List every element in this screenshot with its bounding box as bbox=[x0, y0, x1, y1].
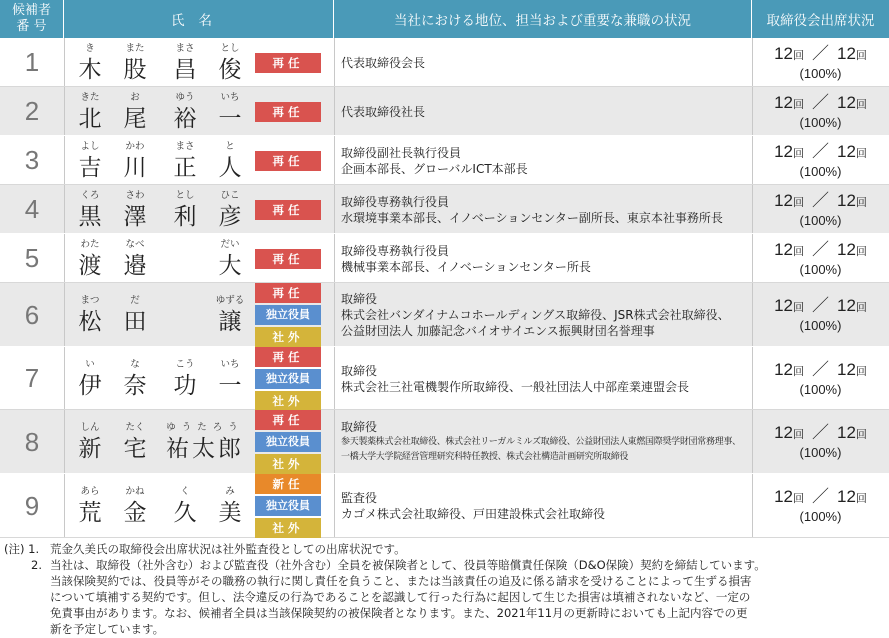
name-character bbox=[210, 189, 250, 231]
name-character bbox=[210, 238, 250, 280]
attendance-separator: ／ bbox=[812, 296, 829, 315]
reappoint-badge: 再任 bbox=[255, 410, 321, 430]
name-kanji: 吉 bbox=[78, 155, 102, 181]
name-ruby: ゆうたろう bbox=[166, 422, 244, 433]
notes bbox=[4, 541, 886, 637]
reappoint-badge: 再任 bbox=[255, 249, 321, 269]
name-character bbox=[210, 485, 250, 527]
name-character bbox=[115, 189, 155, 231]
note-2-line: 新を予定しています。 bbox=[50, 622, 165, 636]
column-separator bbox=[334, 38, 335, 87]
name-ruby: き bbox=[85, 43, 95, 54]
outside-badge: 社外 bbox=[255, 391, 321, 411]
candidate-name bbox=[70, 474, 250, 538]
outside-badge: 社外 bbox=[255, 518, 321, 538]
note-1-text: 荒金久美氏の取締役会出席状況は社外監査役としての出席状況です。 bbox=[50, 542, 406, 556]
name-kanji: 大 bbox=[218, 253, 242, 279]
position-text bbox=[341, 283, 749, 347]
independent-badge: 独立役員 bbox=[255, 305, 321, 325]
table-row bbox=[0, 38, 889, 87]
position-line: カゴメ株式会社取締役、戸田建設株式会社取締役 bbox=[341, 507, 606, 521]
position-line: 取締役 bbox=[341, 420, 378, 434]
name-kanji: 新 bbox=[78, 436, 102, 462]
name-character bbox=[70, 485, 110, 527]
attendance-unit: 回 bbox=[855, 302, 867, 314]
name-character bbox=[115, 294, 155, 336]
attendance-unit: 回 bbox=[855, 98, 867, 111]
position-line: 取締役 bbox=[341, 292, 378, 306]
name-character bbox=[70, 421, 110, 463]
position-line: 機械事業本部長、イノベーションセンター所長 bbox=[341, 259, 591, 274]
table-row bbox=[0, 474, 889, 538]
position-text bbox=[341, 38, 749, 87]
name-kanji: 祐太郎 bbox=[166, 436, 244, 462]
reappoint-badge: 再任 bbox=[255, 102, 321, 122]
independent-badge: 独立役員 bbox=[255, 496, 321, 516]
name-kanji: 木 bbox=[78, 57, 102, 83]
name-kanji: 美 bbox=[218, 500, 242, 526]
column-separator bbox=[334, 185, 335, 234]
position-line: 取締役 bbox=[341, 363, 378, 378]
status-badges bbox=[255, 410, 321, 474]
candidate-name bbox=[70, 234, 250, 283]
attendance-count bbox=[774, 240, 867, 262]
name-kanji: 彦 bbox=[218, 204, 242, 230]
name-character bbox=[210, 358, 250, 400]
position-line: 企画本部長、グローバルICT本部長 bbox=[341, 161, 528, 176]
attendance-separator: ／ bbox=[812, 359, 829, 379]
attendance-percent: (100%) bbox=[799, 445, 842, 460]
attendance-count bbox=[774, 487, 867, 509]
name-kanji: 正 bbox=[173, 155, 197, 181]
attendance-count bbox=[774, 142, 867, 164]
column-separator bbox=[64, 283, 65, 347]
column-separator bbox=[64, 136, 65, 185]
position-line: 取締役専務執行役員 bbox=[341, 194, 450, 209]
candidate-name bbox=[70, 87, 250, 136]
name-kanji: 俊 bbox=[218, 57, 242, 83]
header-name: 氏名 bbox=[64, 0, 334, 38]
name-ruby: しん bbox=[80, 422, 100, 433]
name-ruby bbox=[165, 238, 205, 252]
attendance bbox=[752, 410, 889, 474]
candidate-name bbox=[70, 136, 250, 185]
name-ruby: いち bbox=[220, 92, 240, 103]
position-line: 取締役副社長執行役員 bbox=[341, 145, 462, 160]
column-separator bbox=[334, 410, 335, 474]
name-ruby: さわ bbox=[125, 190, 145, 201]
name-character bbox=[115, 358, 155, 400]
name-ruby: わた bbox=[80, 239, 100, 250]
table-row bbox=[0, 87, 889, 136]
attendance-separator: ／ bbox=[812, 487, 829, 506]
name-kanji: 松 bbox=[78, 309, 102, 335]
position-line: 参天製薬株式会社取締役、株式会社リーガルミルズ取締役、公益財団法人東燃国際奨学財団常務理事、 bbox=[341, 437, 741, 447]
attendance-percent: (100%) bbox=[799, 212, 842, 228]
name-character bbox=[70, 140, 110, 182]
column-separator bbox=[64, 410, 65, 474]
attendance-attended: 12 bbox=[774, 423, 793, 442]
column-separator bbox=[64, 185, 65, 234]
name-kanji: 昌 bbox=[173, 57, 197, 83]
position-text bbox=[341, 474, 749, 538]
candidate-number: 7 bbox=[24, 363, 40, 393]
name-kanji: 股 bbox=[123, 57, 147, 83]
column-separator bbox=[334, 474, 335, 538]
column-separator bbox=[64, 38, 65, 87]
attendance-unit: 回 bbox=[855, 493, 867, 505]
note-1-prefix: (注) 1. bbox=[4, 542, 40, 556]
name-character bbox=[115, 91, 155, 133]
name-kanji: 一 bbox=[218, 373, 242, 399]
reappoint-badge: 再任 bbox=[255, 200, 321, 220]
independent-badge: 独立役員 bbox=[255, 432, 321, 452]
attendance-separator: ／ bbox=[812, 141, 829, 161]
note-2-line: 当社は、取締役（社外含む）および監査役（社外含む）全員を被保険者として、役員等賠償責任保険（D&O保険）契約を締結しています。 bbox=[50, 558, 766, 572]
attendance-attended: 12 bbox=[774, 43, 793, 63]
note-2-prefix: 2. bbox=[31, 558, 42, 572]
attendance-total: 12 bbox=[837, 423, 856, 442]
name-ruby: お bbox=[130, 92, 140, 103]
attendance-percent: (100%) bbox=[799, 65, 842, 81]
name-character bbox=[210, 140, 250, 182]
reappoint-badge: 再任 bbox=[255, 283, 321, 303]
table-row bbox=[0, 347, 889, 410]
attendance-percent: (100%) bbox=[799, 261, 842, 277]
name-ruby: こう bbox=[175, 359, 195, 370]
attendance-count bbox=[774, 44, 867, 66]
status-badges bbox=[255, 185, 321, 234]
name-ruby: だ bbox=[130, 295, 140, 306]
header-attendance: 取締役会出席状況 bbox=[752, 0, 889, 38]
attendance-total: 12 bbox=[837, 239, 856, 259]
name-character bbox=[70, 358, 110, 400]
attendance bbox=[752, 347, 889, 410]
name-ruby: かね bbox=[125, 486, 145, 497]
name-character bbox=[210, 42, 250, 84]
name-character bbox=[70, 238, 110, 280]
attendance-percent: (100%) bbox=[799, 318, 842, 333]
position-text bbox=[341, 234, 749, 283]
name-ruby: く bbox=[180, 486, 190, 497]
attendance-unit: 回 bbox=[793, 245, 804, 258]
candidate-name bbox=[70, 410, 250, 474]
attendance-separator: ／ bbox=[812, 92, 829, 112]
name-character bbox=[165, 485, 205, 527]
reappoint-badge: 再任 bbox=[255, 53, 321, 73]
attendance-separator: ／ bbox=[812, 423, 829, 442]
column-separator bbox=[334, 87, 335, 136]
attendance-unit: 回 bbox=[793, 196, 804, 209]
attendance-count bbox=[774, 191, 867, 213]
position-line: 一橋大学大学院経営管理研究科特任教授、株式会社構造計画研究所取締役 bbox=[341, 452, 629, 462]
name-character bbox=[70, 189, 110, 231]
name-ruby: たく bbox=[125, 422, 145, 433]
name-character bbox=[160, 421, 250, 463]
attendance-attended: 12 bbox=[774, 190, 793, 210]
status-badges bbox=[255, 87, 321, 136]
attendance-unit: 回 bbox=[793, 98, 804, 111]
name-character bbox=[165, 358, 205, 400]
independent-badge: 独立役員 bbox=[255, 369, 321, 389]
attendance-percent: (100%) bbox=[799, 381, 842, 397]
column-separator bbox=[64, 87, 65, 136]
position-text bbox=[341, 410, 749, 474]
attendance-count bbox=[774, 296, 867, 318]
column-separator bbox=[334, 283, 335, 347]
status-badges bbox=[255, 474, 321, 538]
new-badge: 新任 bbox=[255, 474, 321, 494]
attendance-separator: ／ bbox=[812, 239, 829, 259]
status-badges bbox=[255, 234, 321, 283]
attendance-count bbox=[774, 360, 867, 382]
attendance-attended: 12 bbox=[774, 239, 793, 259]
column-separator bbox=[64, 347, 65, 410]
position-line: 公益財団法人 加藤記念バイオサイエンス振興財団名誉理事 bbox=[341, 324, 655, 338]
name-kanji: 伊 bbox=[78, 373, 102, 399]
name-kanji: 利 bbox=[173, 204, 197, 230]
candidate-number: 1 bbox=[24, 47, 40, 77]
attendance-total: 12 bbox=[837, 141, 856, 161]
name-ruby: あら bbox=[80, 486, 100, 497]
attendance bbox=[752, 474, 889, 538]
column-separator bbox=[334, 136, 335, 185]
reappoint-badge: 再任 bbox=[255, 347, 321, 367]
header-position: 当社における地位、担当および重要な兼職の状況 bbox=[334, 0, 752, 38]
attendance bbox=[752, 87, 889, 136]
header-no-line2: 番 号 bbox=[16, 19, 47, 34]
candidate-number: 9 bbox=[24, 490, 40, 521]
name-kanji: 渡 bbox=[78, 253, 102, 279]
name-character bbox=[70, 91, 110, 133]
outside-badge: 社外 bbox=[255, 454, 321, 474]
attendance-unit: 回 bbox=[855, 245, 867, 258]
column-separator bbox=[334, 234, 335, 283]
table-row bbox=[0, 410, 889, 474]
name-ruby: い bbox=[85, 359, 95, 370]
attendance-total: 12 bbox=[837, 487, 856, 506]
position-line: 監査役 bbox=[341, 491, 378, 505]
attendance-separator: ／ bbox=[812, 43, 829, 63]
candidate-number: 5 bbox=[24, 243, 40, 273]
candidate-name bbox=[70, 38, 250, 87]
position-text bbox=[341, 87, 749, 136]
table-row bbox=[0, 234, 889, 283]
name-ruby: よし bbox=[80, 141, 100, 152]
position-line: 代表取締役社長 bbox=[341, 104, 426, 119]
name-ruby: いち bbox=[220, 359, 240, 370]
position-line: 取締役専務執行役員 bbox=[341, 243, 450, 258]
name-character bbox=[165, 42, 205, 84]
attendance-attended: 12 bbox=[774, 359, 793, 379]
name-character bbox=[115, 485, 155, 527]
name-kanji: 久 bbox=[173, 500, 197, 526]
attendance-unit: 回 bbox=[793, 365, 804, 378]
attendance bbox=[752, 234, 889, 283]
name-character bbox=[165, 294, 205, 308]
name-ruby: とし bbox=[175, 190, 195, 201]
header-no-line1: 候補者 bbox=[11, 3, 51, 18]
name-character bbox=[115, 238, 155, 280]
attendance-separator: ／ bbox=[812, 190, 829, 210]
name-character bbox=[115, 42, 155, 84]
attendance-unit: 回 bbox=[793, 429, 804, 441]
attendance-count bbox=[774, 423, 867, 445]
name-ruby: な bbox=[130, 359, 140, 370]
column-separator bbox=[64, 474, 65, 538]
attendance-unit: 回 bbox=[855, 196, 867, 209]
name-kanji: 邉 bbox=[123, 253, 147, 279]
attendance-unit: 回 bbox=[855, 147, 867, 160]
status-badges bbox=[255, 283, 321, 347]
name-character bbox=[70, 42, 110, 84]
name-ruby: きた bbox=[80, 92, 100, 103]
attendance bbox=[752, 283, 889, 347]
name-ruby: くろ bbox=[80, 190, 100, 201]
table-row bbox=[0, 136, 889, 185]
name-character bbox=[210, 294, 250, 336]
candidate-name bbox=[70, 283, 250, 347]
attendance-unit: 回 bbox=[855, 49, 867, 62]
name-ruby bbox=[165, 294, 205, 308]
attendance-attended: 12 bbox=[774, 296, 793, 315]
name-ruby: だい bbox=[220, 239, 240, 250]
attendance-total: 12 bbox=[837, 43, 856, 63]
note-2 bbox=[4, 557, 886, 637]
attendance bbox=[752, 38, 889, 87]
attendance-total: 12 bbox=[837, 296, 856, 315]
name-ruby: ゆずる bbox=[215, 295, 245, 306]
name-ruby: ひこ bbox=[220, 190, 240, 201]
name-character bbox=[165, 140, 205, 182]
name-kanji: 裕 bbox=[173, 106, 197, 132]
position-text bbox=[341, 136, 749, 185]
attendance-unit: 回 bbox=[855, 365, 867, 378]
attendance bbox=[752, 136, 889, 185]
attendance-total: 12 bbox=[837, 359, 856, 379]
name-kanji: 宅 bbox=[123, 436, 147, 462]
name-ruby: み bbox=[225, 486, 235, 497]
candidate-number: 8 bbox=[24, 426, 40, 457]
attendance-unit: 回 bbox=[793, 49, 804, 62]
name-kanji: 金 bbox=[123, 500, 147, 526]
name-kanji: 譲 bbox=[218, 309, 242, 335]
column-separator bbox=[334, 347, 335, 410]
note-2-text bbox=[50, 557, 886, 637]
column-separator bbox=[64, 234, 65, 283]
name-kanji: 奈 bbox=[123, 373, 147, 399]
attendance-percent: (100%) bbox=[799, 163, 842, 179]
note-1 bbox=[4, 541, 886, 557]
name-kanji: 尾 bbox=[123, 106, 147, 132]
name-kanji: 荒 bbox=[78, 500, 102, 526]
position-text bbox=[341, 347, 749, 410]
name-ruby: まさ bbox=[175, 141, 195, 152]
name-ruby: なべ bbox=[125, 239, 145, 250]
attendance-unit: 回 bbox=[793, 302, 804, 314]
name-ruby: とし bbox=[220, 43, 240, 54]
attendance-unit: 回 bbox=[793, 147, 804, 160]
candidate-number: 6 bbox=[24, 299, 40, 330]
position-line: 水環境事業本部長、イノベーションセンター副所長、東京本社事務所長 bbox=[341, 210, 723, 225]
position-line: 代表取締役会長 bbox=[341, 55, 426, 70]
name-ruby: まつ bbox=[80, 295, 100, 306]
candidate-name bbox=[70, 347, 250, 410]
candidate-name bbox=[70, 185, 250, 234]
name-character bbox=[115, 421, 155, 463]
attendance bbox=[752, 185, 889, 234]
name-ruby: まさ bbox=[175, 43, 195, 54]
reappoint-badge: 再任 bbox=[255, 151, 321, 171]
attendance-attended: 12 bbox=[774, 141, 793, 161]
name-character bbox=[210, 91, 250, 133]
status-badges bbox=[255, 347, 321, 410]
attendance-count bbox=[774, 93, 867, 115]
header-candidate-number bbox=[0, 0, 64, 38]
outside-badge: 社外 bbox=[255, 327, 321, 347]
note-2-line: 免責事由があります。なお、候補者全員は当該保険契約の被保険者となります。また、2021年11月の更新時においても上記内容での更 bbox=[50, 606, 748, 620]
name-kanji: 黒 bbox=[78, 204, 102, 230]
status-badges bbox=[255, 136, 321, 185]
name-character bbox=[165, 189, 205, 231]
name-kanji: 川 bbox=[123, 155, 147, 181]
note-2-line: について填補する契約です。但し、法令違反の行為であることを認識して行った行為に起因して生じた損害は填補されないなど、一定の bbox=[50, 590, 751, 604]
attendance-unit: 回 bbox=[855, 429, 867, 441]
name-kanji: 澤 bbox=[123, 204, 147, 230]
name-kanji: 一 bbox=[218, 106, 242, 132]
candidate-number: 3 bbox=[24, 145, 40, 175]
name-kanji: 功 bbox=[173, 373, 197, 399]
attendance-attended: 12 bbox=[774, 487, 793, 506]
name-ruby: と bbox=[225, 141, 235, 152]
name-kanji: 田 bbox=[123, 309, 147, 335]
position-line: 株式会社三社電機製作所取締役、一般社団法人中部産業連盟会長 bbox=[341, 379, 690, 394]
name-ruby: かわ bbox=[125, 141, 145, 152]
position-line: 株式会社バンダイナムコホールディングス取締役、JSR株式会社取締役、 bbox=[341, 308, 730, 322]
attendance-attended: 12 bbox=[774, 92, 793, 112]
name-character bbox=[165, 238, 205, 252]
name-character bbox=[165, 91, 205, 133]
name-character bbox=[115, 140, 155, 182]
name-kanji: 人 bbox=[218, 155, 242, 181]
attendance-percent: (100%) bbox=[799, 509, 842, 524]
note-2-line: 当該保険契約では、役員等がその職務の執行に関し責任を負うこと、または当該責任の追及に係る請求を受けることによって生ずる損害 bbox=[50, 574, 752, 588]
table-row bbox=[0, 283, 889, 347]
table-row bbox=[0, 185, 889, 234]
attendance-percent: (100%) bbox=[799, 114, 842, 130]
status-badges bbox=[255, 38, 321, 87]
attendance-unit: 回 bbox=[793, 493, 804, 505]
position-text bbox=[341, 185, 749, 234]
candidate-number: 2 bbox=[24, 96, 40, 126]
name-ruby: また bbox=[125, 43, 145, 54]
name-ruby: ゆう bbox=[175, 92, 195, 103]
name-character bbox=[70, 294, 110, 336]
candidate-number: 4 bbox=[24, 194, 40, 224]
name-kanji: 北 bbox=[78, 106, 102, 132]
attendance-total: 12 bbox=[837, 190, 856, 210]
attendance-total: 12 bbox=[837, 92, 856, 112]
